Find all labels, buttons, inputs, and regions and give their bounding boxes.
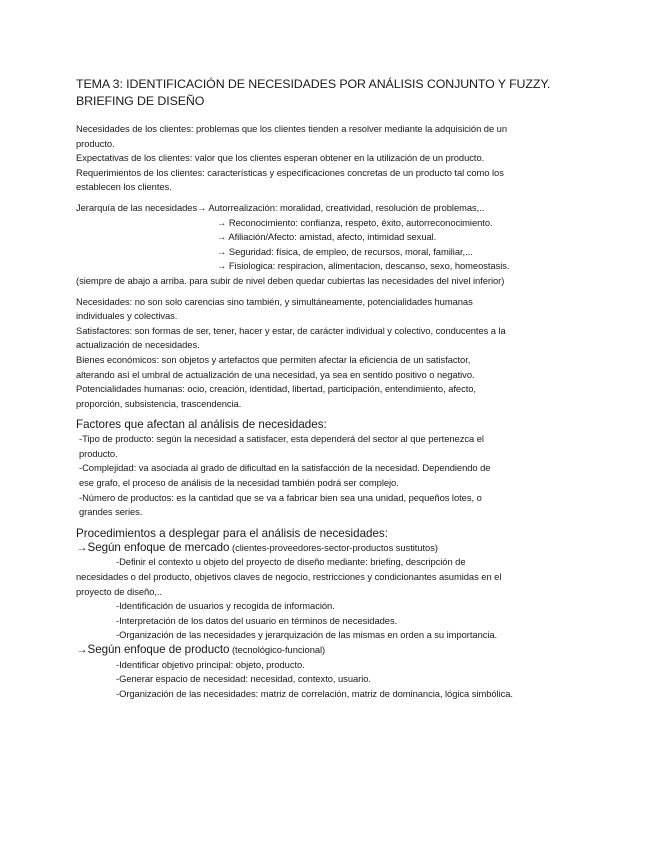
product-approach-title: →Según enfoque de producto: [76, 643, 230, 656]
hierarchy-note: (siempre de abajo a arriba. para subir de nivel deben quedar cubiertas las necesidades del nivel inferior): [76, 274, 505, 286]
text-line: proyecto de diseño,..: [76, 585, 162, 597]
text-line: Necesidades de los clientes: problemas que los clientes tienden a resolver mediante la adquisición de un: [76, 123, 507, 134]
text-line: -Tipo de producto: según la necesidad a satisfacer, esta dependerá del sector al que pertenezca el: [79, 433, 484, 445]
hierarchy-level: → Afiliación/Afecto: amistad, afecto, intimidad sexual.: [217, 231, 437, 243]
hierarchy-level: → Reconocimiento: confianza, respeto, éxito, autorreconocimiento.: [217, 216, 493, 228]
text-line: -Identificación de usuarios y recogida de información.: [116, 600, 335, 612]
text-line: -Generar espacio de necesidad: necesidad, contexto, usuario.: [116, 673, 371, 685]
text-line: necesidades o del producto, objetivos claves de negocio, restricciones y condicionantes asumidas en el: [76, 571, 502, 583]
text-line: -Organización de las necesidades y jerarquización de las mismas en orden a su importancia.: [116, 629, 498, 641]
text-line: proporción, subsistencia, trascendencia.: [76, 397, 242, 409]
text-line: ese grafo, el proceso de análisis de la necesidad también podrá ser complejo.: [79, 477, 399, 489]
text-line: establecen los clientes.: [76, 181, 172, 193]
text-line: Potencialidades humanas: ocio, creación, identidad, libertad, participación, entendimiento, afecto,: [76, 383, 476, 395]
factors-heading: Factores que afectan al análisis de necesidades:: [76, 418, 327, 432]
hierarchy-level: → Fisiologica: respiracion, alimentacion, descanso, sexo, homeostasis.: [217, 260, 510, 272]
text-line: Bienes económicos: son objetos y artefactos que permiten afectar la eficiencia de un satisfactor,: [76, 353, 471, 365]
text-line: -Definir el contexto u objeto del proyecto de diseño mediante: briefing, descripción de: [116, 556, 466, 568]
title-line: BRIEFING DE DISEÑO: [76, 94, 205, 108]
hierarchy-section: [76, 201, 581, 289]
text-line: -Complejidad: va asociada al grado de dificultad en la satisfacción de la necesidad. Dependiendo de: [79, 462, 491, 474]
text-line: producto.: [76, 137, 115, 149]
market-approach-title: →Según enfoque de mercado: [76, 540, 230, 554]
text-line: Satisfactores: son formas de ser, tener, hacer y estar, de carácter individual y colectivo, conducentes a la: [76, 324, 506, 336]
text-line: -Organización de las necesidades: matriz de correlación, matriz de dominancia, lógica simbólica.: [116, 687, 513, 699]
text-line: individuales y colectivas.: [76, 310, 178, 322]
document-title: [76, 76, 581, 110]
market-approach-line: [76, 541, 581, 556]
hierarchy-first-line: Jerarquía de las necesidades→ Autorrealización: moralidad, creatividad, resolución de problemas,..: [76, 201, 485, 213]
hierarchy-level: → Seguridad: física, de empleo, de recursos, moral, familiar,...: [217, 245, 473, 257]
text-line: grandes series.: [79, 506, 143, 518]
text-line: Expectativas de los clientes: valor que los clientes esperan obtener en la utilización de un producto.: [76, 152, 485, 164]
text-line: -Identificar objetivo principal: objeto, producto.: [116, 658, 305, 670]
procedures-section: [76, 526, 581, 702]
product-approach-subtitle: (tecnológico-funcional): [229, 644, 326, 655]
text-line: alterando así el umbral de actualización de una necesidad, ya sea en sentido positivo o negativo.: [76, 368, 475, 380]
text-line: -Interpretación de los datos del usuario en términos de necesidades.: [116, 614, 398, 626]
definitions-section-2: [76, 295, 581, 412]
product-approach-line: [76, 643, 581, 658]
market-approach-subtitle: (clientes-proveedores-sector-productos sustitutos): [229, 541, 438, 553]
document-page: [76, 76, 581, 701]
text-line: actualización de necesidades.: [76, 339, 200, 351]
text-line: Necesidades: no son solo carencias sino también, y simultáneamente, potencialidades humanas: [76, 295, 473, 307]
text-line: producto.: [79, 447, 118, 459]
factors-section: [76, 417, 581, 520]
procedures-heading: Procedimientos a desplegar para el análisis de necesidades:: [76, 526, 388, 540]
text-line: Requerimientos de los clientes: características y especificaciones concretas de un producto tal como los: [76, 166, 504, 178]
title-line: TEMA 3: IDENTIFICACIÓN DE NECESIDADES POR ANÁLISIS CONJUNTO Y FUZZY.: [76, 77, 551, 91]
text-line: -Número de productos: es la cantidad que se va a fabricar bien sea una unidad, pequeños lotes, o: [79, 491, 482, 503]
definitions-section-1: [76, 122, 581, 195]
